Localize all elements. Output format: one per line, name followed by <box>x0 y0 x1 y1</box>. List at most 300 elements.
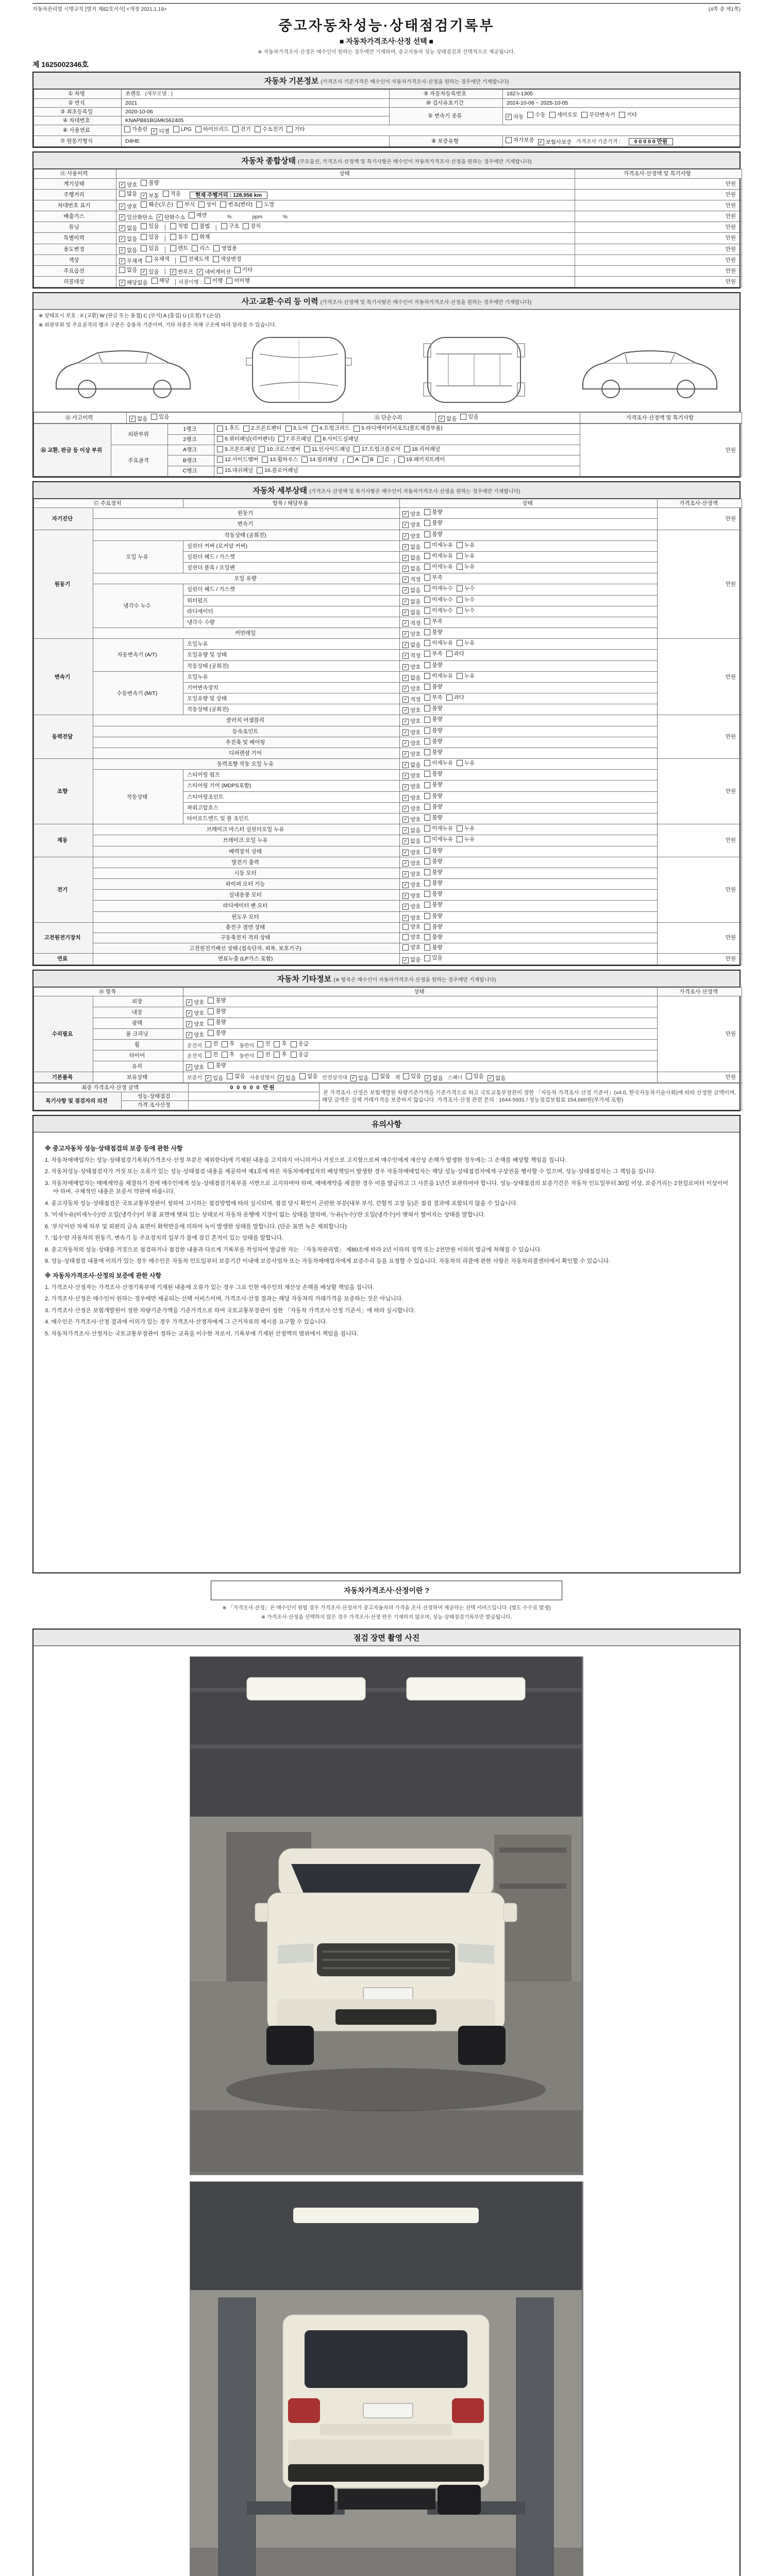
form-value-cell <box>658 715 742 759</box>
checkbox-label: 불량 <box>215 1008 226 1014</box>
table-row <box>34 879 742 890</box>
checkbox-option <box>404 446 440 453</box>
form-value-cell <box>400 781 658 791</box>
checkbox-unchecked-icon <box>119 267 125 273</box>
form-label-cell <box>34 715 93 759</box>
detail-state-table <box>33 499 742 965</box>
checkbox-option <box>457 541 475 549</box>
checkbox-checked-icon: ✓ <box>119 204 125 210</box>
form-value-cell <box>183 617 400 628</box>
checkbox-option <box>402 521 421 529</box>
checkbox-option <box>549 111 578 118</box>
cell-text: 원동기 <box>237 510 254 517</box>
cell-text: % ppm % <box>211 214 288 221</box>
form-value-cell <box>575 244 742 255</box>
checkbox-unchecked-icon <box>424 858 430 865</box>
checkbox-option <box>151 413 169 420</box>
checkbox-label: 있음 <box>432 955 443 961</box>
checkbox-label: 없음 <box>410 609 421 616</box>
form-value-cell <box>400 508 658 519</box>
cell-text: 성능·상태점검 <box>137 1093 171 1100</box>
checkbox-label: 적정 <box>410 620 421 626</box>
checkbox-label: 양호 <box>410 522 421 529</box>
form-value-cell <box>400 671 658 682</box>
form-label-cell <box>93 1029 183 1040</box>
checkbox-unchecked-icon <box>205 1052 211 1058</box>
checkbox-unchecked-icon <box>222 1041 228 1047</box>
cell-text: B랭크 <box>182 457 197 464</box>
cell-text: 만원 <box>725 202 736 209</box>
checkbox-label: 있음 <box>148 268 159 275</box>
checkbox-option <box>255 126 283 133</box>
section-etc-note: (※ 항목은 매수인이 자동차가격조사·산정을 원하는 경우에만 기재합니다) <box>333 977 496 983</box>
checkbox-checked-icon: ✓ <box>402 860 409 867</box>
checkbox-unchecked-icon <box>424 891 430 897</box>
checkbox-checked-icon: ✓ <box>119 225 125 231</box>
checkbox-unchecked-icon <box>234 267 241 273</box>
checkbox-label: 양호 <box>410 511 421 518</box>
checkbox-checked-icon: ✓ <box>119 182 125 188</box>
checkbox-unchecked-icon <box>259 446 265 452</box>
checkbox-unchecked-icon <box>457 640 463 646</box>
section-photos-title: 점검 장면 촬영 사진 <box>353 1633 420 1642</box>
checkbox-label: 누수 <box>464 596 475 603</box>
checkbox-option <box>424 509 442 516</box>
cell-text: ⑩ 검사유효기간 <box>426 99 464 106</box>
checkbox-unchecked-icon <box>208 1019 214 1025</box>
checkbox-label: 19.패키지트레이 <box>406 456 445 463</box>
cell-text: (세부모델 : ) <box>145 91 173 97</box>
form-label-cell <box>93 770 183 824</box>
table-row <box>34 424 742 434</box>
cell-text: │ <box>174 258 178 264</box>
form-label-cell <box>93 573 400 584</box>
section-accident-note: (가격조사·산정액 및 특기사항은 매수인이 자동차가격조사·산정을 원하는 경우에만 기재합니다) <box>320 300 532 306</box>
table-row <box>34 943 742 954</box>
checkbox-checked-icon: ✓ <box>402 893 409 899</box>
form-label-cell <box>122 1101 189 1110</box>
form-label-cell <box>93 911 400 922</box>
checkbox-unchecked-icon <box>217 467 223 473</box>
cell-text: 휠 <box>134 1042 140 1048</box>
cell-text: 작동상태 (공회전) <box>187 706 229 713</box>
table-row <box>34 1072 742 1082</box>
table-row <box>34 868 742 878</box>
checkbox-unchecked-icon <box>424 924 430 930</box>
checkbox-option <box>186 1010 204 1017</box>
checkbox-label: 자동 <box>513 114 524 121</box>
form-value-cell <box>183 1018 658 1029</box>
cell-text: 자동변속기 (A/T) <box>117 652 157 658</box>
form-value-cell <box>400 737 658 748</box>
checkbox-unchecked-icon <box>446 694 452 701</box>
cell-text: 운전석 <box>187 1054 202 1060</box>
checkbox-checked-icon: ✓ <box>402 675 409 681</box>
checkbox-label: 많음 <box>127 190 138 197</box>
list-item: 6. '부식'이란 차체 하부 및 외판의 금속 표면이 화학반응에 의하여 녹이 발생한 상태를 말합니다. (단순 표면 녹은 제외합니다) <box>45 1223 347 1230</box>
form-label-cell <box>93 933 400 943</box>
cell-text: 시동 모터 <box>234 870 257 876</box>
section-accident-history <box>32 292 741 478</box>
checkbox-unchecked-icon <box>208 1030 214 1036</box>
checkbox-option <box>424 662 442 669</box>
checkbox-option <box>205 277 223 284</box>
table-row <box>34 996 742 1007</box>
form-value-cell <box>658 824 742 857</box>
form-label-cell <box>575 170 742 178</box>
checkbox-unchecked-icon <box>213 256 219 262</box>
checkbox-option <box>402 805 421 812</box>
checkbox-label: 불량 <box>215 997 226 1004</box>
table-row <box>34 890 742 901</box>
cell-text: 만원 <box>725 257 736 263</box>
cell-text: ⑤ 변속기 종류 <box>428 113 462 120</box>
checkbox-label: 양호 <box>410 729 421 736</box>
cell-text: 가격조사·산정액 <box>679 500 718 506</box>
cell-text: 브레이크 마스터 실린더오일 누유 <box>206 826 284 833</box>
checkbox-option <box>262 456 298 463</box>
checkbox-label: 썬루프 <box>177 268 194 275</box>
cell-text: 오일 유량 <box>234 575 257 582</box>
cell-text: 동력조향 작동 오일 누유 <box>216 761 274 768</box>
form-label-cell <box>93 759 400 770</box>
checkbox-checked-icon: ✓ <box>119 280 125 286</box>
form-reference-note: 자동차관리법 시행규칙 [별지 제82호서식] <개정 2021.1.19> <box>32 7 167 12</box>
checkbox-label: 부식 <box>184 201 195 208</box>
checkbox-label: 불법 <box>199 223 210 230</box>
cell-text: 튜닝 <box>69 224 79 231</box>
checkbox-unchecked-icon <box>151 414 157 420</box>
checkbox-option <box>217 467 253 474</box>
checkbox-label: 양호 <box>194 1032 205 1039</box>
checkbox-option <box>217 446 255 453</box>
cell-text: 스패너 <box>447 1075 463 1081</box>
form-label-cell <box>34 211 116 222</box>
overall-state-table <box>33 169 742 287</box>
document-subtitle-note: ※ 자동차가격조사·산정은 매수인이 원하는 경우에만 기재하며, 중고자동차 성능·상태점검과 선택적으로 제공됩니다. <box>258 49 515 55</box>
cell-text: 만원 <box>725 581 736 587</box>
form-value-cell <box>183 671 400 682</box>
checkbox-checked-icon: ✓ <box>119 236 125 242</box>
checkbox-checked-icon: ✓ <box>141 269 147 275</box>
checkbox-label: 없음 <box>127 247 138 253</box>
cell-text: 보유상태 <box>126 1074 148 1080</box>
checkbox-option <box>354 446 400 453</box>
checkbox-label: 양호 <box>410 794 421 801</box>
list-item: 2. 가격조사·산정은 매수인이 원하는 경우에만 제공되는 선택 서비스이며, 가격조사·산정 결과는 해당 자동차의 거래가격을 보증하는 것은 아닙니다. <box>45 1296 404 1302</box>
checkbox-checked-icon: ✓ <box>119 247 125 253</box>
checkbox-unchecked-icon <box>347 456 354 463</box>
checkbox-option <box>208 1029 226 1037</box>
checkbox-checked-icon: ✓ <box>402 838 409 844</box>
checkbox-unchecked-icon <box>424 684 430 690</box>
checkbox-option <box>304 446 350 453</box>
car-diagram-underbody <box>392 331 557 409</box>
checkbox-unchecked-icon <box>221 223 227 229</box>
checkbox-label: 양호 <box>410 914 421 921</box>
cell-text: 작동상태 <box>126 793 148 800</box>
checkbox-unchecked-icon <box>424 815 430 821</box>
checkbox-option <box>424 792 442 800</box>
form-value-cell <box>400 748 658 758</box>
checkbox-option <box>192 223 210 230</box>
checkbox-unchecked-icon <box>424 913 430 919</box>
form-label-cell <box>34 413 127 423</box>
section-etc-title: 자동차 기타정보 <box>277 974 332 984</box>
form-value-cell <box>400 519 658 530</box>
form-value-cell <box>122 125 740 136</box>
table-row <box>34 846 742 857</box>
section-basic-note: (가격조사 기준가격은 매수인이 자동차가격조사·산정을 원하는 경우에만 기재합니다) <box>321 79 509 85</box>
checkbox-option <box>377 456 389 463</box>
checkbox-label: 양호 <box>410 740 421 747</box>
checkbox-option <box>402 914 421 922</box>
table-row <box>34 1018 742 1029</box>
form-label-cell <box>580 413 742 423</box>
checkbox-label: 없음 <box>410 554 421 561</box>
cell-text: ⑮ 단순수리 <box>374 415 402 421</box>
form-value-cell <box>575 255 742 265</box>
checkbox-label: 없음 <box>410 827 421 834</box>
checkbox-option <box>222 1040 234 1047</box>
checkbox-unchecked-icon <box>457 585 463 591</box>
checkbox-label: 미세누유 <box>432 552 453 559</box>
checkbox-label: 양호 <box>410 871 421 877</box>
checkbox-checked-icon: ✓ <box>197 269 203 275</box>
form-value-cell <box>400 715 658 726</box>
checkbox-option <box>424 901 442 908</box>
checkbox-label: 영업용 <box>221 245 237 251</box>
checkbox-label: 9.프론트패널 <box>225 446 256 452</box>
form-value-cell <box>116 211 575 222</box>
checkbox-option <box>424 836 453 843</box>
checkbox-option <box>402 944 421 951</box>
form-label-cell <box>390 136 503 147</box>
checkbox-label: 불량 <box>432 869 443 875</box>
form-value-cell <box>214 424 580 434</box>
checkbox-option <box>152 277 170 284</box>
checkbox-label: 부족 <box>432 694 443 701</box>
checkbox-checked-icon: ✓ <box>402 871 409 877</box>
cell-text: 실린더 헤드 / 가스켓 <box>187 553 235 560</box>
checkbox-checked-icon: ✓ <box>402 827 409 834</box>
form-value-cell <box>400 890 658 901</box>
list-item: 7. '침수'란 자동차의 원동기, 변속기 등 주요장치의 일부가 물에 잠긴 흔적이 있는 상태를 말합니다. <box>45 1235 284 1241</box>
cell-text: 수동변속기 (M/T) <box>116 690 158 697</box>
checkbox-unchecked-icon <box>255 126 261 132</box>
checkbox-unchecked-icon <box>460 414 466 420</box>
checkbox-option <box>301 456 338 463</box>
form-value-cell <box>400 682 658 693</box>
checkbox-label: 7.루프패널 <box>285 435 312 442</box>
checkbox-label: 양호 <box>194 1064 205 1071</box>
checkbox-option <box>186 1021 204 1028</box>
checkbox-label: A <box>355 456 359 463</box>
cell-text: 만원 <box>725 1074 736 1080</box>
checkbox-label: 매연 <box>196 212 207 219</box>
checkbox-option <box>222 1051 234 1058</box>
section-basic-info <box>32 72 741 148</box>
checkbox-option <box>402 860 421 867</box>
checkbox-label: 미세누유 <box>432 541 453 548</box>
checkbox-option <box>119 190 137 197</box>
table-row <box>34 170 742 178</box>
checkbox-checked-icon: ✓ <box>186 1064 192 1071</box>
checkbox-option <box>424 650 442 657</box>
checkbox-option <box>424 639 453 647</box>
checkbox-option <box>186 1064 204 1071</box>
form-label-cell <box>93 835 400 846</box>
form-value-cell <box>183 584 400 595</box>
photo-front-illustration <box>190 1657 582 2172</box>
checkbox-label: 없음 <box>234 1073 245 1079</box>
form-value-cell <box>116 265 575 276</box>
checkbox-checked-icon: ✓ <box>402 882 409 888</box>
checkbox-option <box>402 871 421 878</box>
form-value-cell <box>400 563 658 573</box>
form-value-cell <box>116 222 575 233</box>
checkbox-unchecked-icon <box>232 126 239 132</box>
cell-text: │ <box>214 225 218 231</box>
form-label-cell <box>658 499 742 508</box>
checkbox-label: 없음 <box>410 544 421 550</box>
checkbox-label: 후 <box>281 1052 287 1058</box>
checkbox-option <box>424 541 453 549</box>
form-label-cell <box>93 540 183 573</box>
checkbox-unchecked-icon <box>424 542 430 548</box>
cell-text: ② 연식 <box>68 99 85 106</box>
checkbox-option <box>257 1040 270 1047</box>
checkbox-label: 기타 <box>626 112 637 118</box>
checkbox-option <box>170 223 188 230</box>
form-value-cell <box>189 1083 320 1092</box>
checkbox-label: 불량 <box>215 1030 226 1037</box>
page-number-note: (4쪽 중 제1쪽) <box>709 7 741 12</box>
cell-text: 가격조사·산정액 및 특기사항 <box>626 415 694 421</box>
cell-text: 만원 <box>725 447 736 453</box>
checkbox-option <box>506 113 524 121</box>
form-value-cell <box>400 943 658 954</box>
checkbox-option <box>402 631 421 638</box>
checkbox-label: 3.도어 <box>293 425 308 432</box>
section-photos-header <box>33 1630 740 1646</box>
cell-text: 2024-10-06 ~ 2025-10-05 <box>507 99 568 106</box>
cell-text: 기어변속장치 <box>187 684 219 691</box>
checkbox-label: 양호 <box>410 934 421 940</box>
cell-text: 만원 <box>725 515 736 522</box>
checkbox-checked-icon: ✓ <box>402 587 409 594</box>
checkbox-option <box>217 425 240 432</box>
form-value-cell <box>116 244 575 255</box>
checkbox-option <box>285 425 308 432</box>
checkbox-option <box>538 139 572 146</box>
checkbox-unchecked-icon <box>424 793 430 799</box>
checkbox-label: 양호 <box>410 707 421 714</box>
checkbox-option <box>129 415 147 422</box>
checkbox-option <box>402 892 421 900</box>
checkbox-label: 없음 <box>127 225 138 232</box>
checkbox-unchecked-icon <box>424 760 430 766</box>
checkbox-label: 양호 <box>410 784 421 790</box>
form-value-cell <box>183 802 400 813</box>
list-item: 4. 중고자동차 성능·상태점검은 국토교통부장관이 정하여 고시하는 점검방법에 따라 실시되며, 점검 당시 확인이 곤란한 부분(내부 부식, 간헐적 고장 등)은 점검 결과에 포함되지 않을 수 있습니다. <box>45 1200 518 1207</box>
damage-code-legend: ※ 상태표시 부호 : X (교환) W (판금 또는 용접) C (부식) A (흠집) U (요철) T (손상) <box>39 313 221 319</box>
checkbox-unchecked-icon <box>402 944 409 951</box>
checkbox-unchecked-icon <box>362 456 368 463</box>
checkbox-label: 17.트렁크플로어 <box>361 446 400 452</box>
checkbox-option <box>180 256 209 263</box>
checkbox-option <box>177 201 195 208</box>
checkbox-option <box>424 629 442 636</box>
checkbox-checked-icon: ✓ <box>402 773 409 779</box>
checkbox-option <box>141 245 159 252</box>
checkbox-option <box>457 672 475 680</box>
checkbox-checked-icon: ✓ <box>402 817 409 823</box>
form-value-cell <box>116 233 575 244</box>
cell-text: 오일누유 <box>187 673 208 680</box>
checkbox-label: 불량 <box>432 923 443 930</box>
checkbox-label: 누유 <box>464 672 475 679</box>
checkbox-unchecked-icon <box>424 531 430 537</box>
checkbox-option <box>259 446 300 453</box>
checkbox-unchecked-icon <box>299 1073 306 1079</box>
form-value-cell <box>658 954 742 964</box>
cell-text: ⑯ 교환, 판금 등 이상 부위 <box>40 447 103 453</box>
table-row <box>34 107 740 116</box>
section-basic-header <box>33 73 740 89</box>
checkbox-option <box>424 890 442 897</box>
checkbox-option <box>424 531 442 538</box>
checkbox-label: 적정 <box>410 577 421 583</box>
form-label-cell <box>93 943 400 954</box>
checkbox-option <box>460 413 478 420</box>
checkbox-unchecked-icon <box>424 618 430 624</box>
checkbox-checked-icon: ✓ <box>402 533 409 539</box>
form-label-cell <box>168 445 214 455</box>
form-value-cell <box>658 508 742 530</box>
form-value-cell <box>122 136 390 147</box>
table-row <box>34 222 742 233</box>
checkbox-unchecked-icon <box>457 597 463 603</box>
cell-text: 충전구 절연 상태 <box>225 924 265 931</box>
checkbox-label: 부족 <box>432 574 443 581</box>
checkbox-option <box>170 233 188 241</box>
cell-text: 워터펌프 <box>187 597 208 604</box>
checkbox-unchecked-icon <box>466 1073 472 1079</box>
checkbox-option <box>119 247 137 254</box>
checkbox-label: 양호 <box>194 999 205 1006</box>
form-label-cell <box>34 499 183 508</box>
checkbox-label: 불량 <box>432 902 443 908</box>
checkbox-option <box>402 956 421 963</box>
checkbox-checked-icon: ✓ <box>141 193 147 199</box>
checkbox-option <box>141 223 159 230</box>
checkbox-label: 구조 <box>228 223 239 230</box>
cell-text: ⑱ 항목 <box>98 988 116 995</box>
table-row <box>34 211 742 222</box>
checkbox-unchecked-icon <box>163 191 169 197</box>
cell-text: 만원 <box>725 279 736 285</box>
checkbox-option <box>119 225 137 232</box>
cell-text: 182누1305 <box>507 91 533 97</box>
photos-body <box>33 1646 740 2576</box>
table-row <box>34 530 742 540</box>
checkbox-label: 렌트 <box>177 245 189 251</box>
checkbox-option <box>312 425 350 432</box>
form-label-cell <box>34 233 116 244</box>
checkbox-option <box>402 740 421 747</box>
checkbox-label: 없음 <box>495 1075 506 1081</box>
